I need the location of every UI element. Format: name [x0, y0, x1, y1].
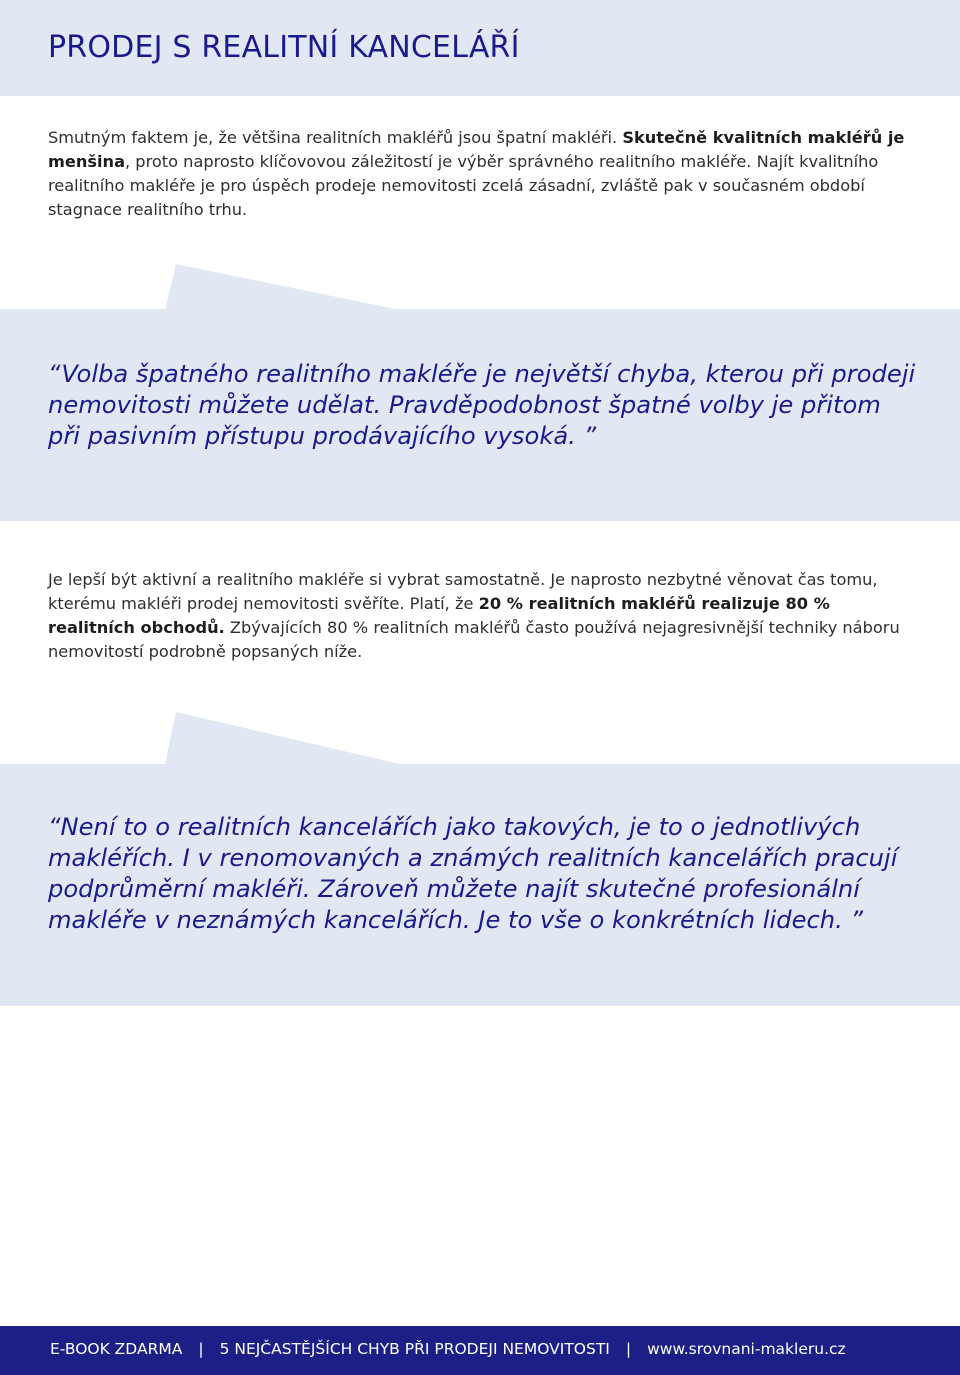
quote-close-mark: ”: [850, 906, 863, 934]
middle-text-1: Je lepší být aktivní a realitního makléře si vybrat samostatně. Je naprosto nezbytné věnovat čas tomu, kterému makléři prodej nemovitosti svěříte. Platí, že: [48, 570, 878, 613]
intro-paragraph: [48, 126, 912, 222]
quote-text: Volba špatného realitního makléře je největší chyba, kterou při prodeji nemovitosti můžete udělat. Pravděpodobnost špatné volby je přitom při pasivním přístupu prodávajícího vysoká.: [48, 360, 916, 450]
footer-website-link[interactable]: www.srovnani-makleru.cz: [647, 1340, 846, 1358]
intro-bold-text: Skutečně kvalitních makléřů je menšina: [48, 128, 905, 171]
footer-ebook-title: 5 NEJČASTĚJŠÍCH CHYB PŘI PRODEJI NEMOVITOSTI: [219, 1340, 610, 1358]
footer-text: [50, 1340, 846, 1358]
intro-text-2: , proto naprosto klíčovovou záležitostí je výběr správného realitního makléře. Najít kvalitního realitního makléře je pro úspěch prodeje nemovitosti zcelá zásadní, zvláště pak v současném období stagnace realitního trhu.: [48, 152, 879, 219]
quote-open-mark: “: [48, 813, 61, 841]
middle-paragraph: [48, 568, 912, 664]
quote-close-mark: ”: [583, 422, 597, 450]
intro-text-1: Smutným faktem je, že většina realitních makléřů jsou špatní makléři.: [48, 128, 623, 147]
quote-text: Není to o realitních kancelářích jako takových, je to o jednotlivých makléřích. I v renomovaných a známých realitních kancelářích pracují podprůměrní makléři. Zároveň můžete najít skutečné profesionální makléře v neznámých kancelářích. Je to vše o konkrétních lidech.: [48, 813, 898, 934]
middle-text-2: Zbývajících 80 % realitních makléřů často používá nejagresivnější techniky náboru nemovitostí podrobně popsaných níže.: [48, 618, 900, 661]
middle-bold-text: 20 % realitních makléřů realizuje 80 % realitních obchodů.: [48, 594, 830, 637]
quote-tab-shape: [0, 264, 960, 310]
pull-quote: [48, 812, 918, 936]
header-band: [0, 0, 960, 96]
quote-tab-shape: [0, 712, 960, 764]
quote-open-mark: “: [48, 360, 62, 388]
footer-separator: |: [198, 1340, 204, 1358]
footer-separator: |: [625, 1340, 632, 1358]
footer-ebook-label: E-BOOK ZDARMA: [50, 1340, 183, 1358]
page-title: PRODEJ S REALITNÍ KANCELÁŘÍ: [48, 30, 520, 65]
footer-bar: [0, 1326, 960, 1375]
pull-quote: [48, 359, 918, 452]
